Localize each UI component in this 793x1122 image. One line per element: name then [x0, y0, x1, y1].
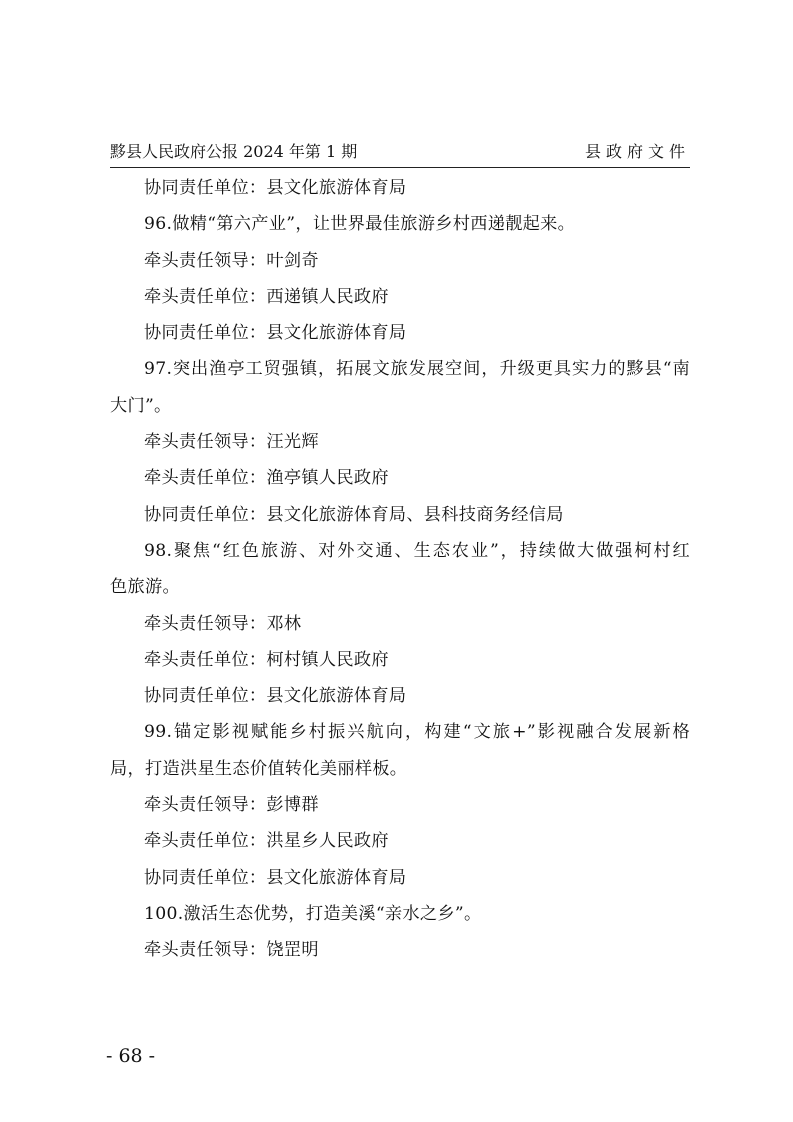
- header-publication-title: 黟县人民政府公报 2024 年第 1 期: [110, 142, 358, 161]
- text-line: 牵头责任领导：叶剑奇: [144, 250, 319, 271]
- item-heading: 100.激活生态优势，打造美溪“亲水之乡”。: [144, 903, 482, 924]
- item-heading-continued: 大门”。: [110, 395, 172, 416]
- document-body: [110, 170, 690, 969]
- item-heading: 99.锚定影视赋能乡村振兴航向，构建“文旅+”影视融合发展新格: [144, 722, 690, 743]
- text-line: 牵头责任领导：汪光辉: [144, 432, 319, 453]
- text-line: 牵头责任单位：柯村镇人民政府: [144, 649, 389, 670]
- item-heading-continued: 色旅游。: [110, 577, 180, 598]
- text-line: 协同责任单位：县文化旅游体育局: [144, 323, 407, 344]
- page-header: [110, 141, 690, 168]
- text-line: 牵头责任单位：洪星乡人民政府: [144, 831, 389, 852]
- text-line: 协同责任单位：县文化旅游体育局: [144, 686, 407, 707]
- text-line: 牵头责任领导：饶罡明: [144, 940, 319, 961]
- item-heading: 98.聚焦“红色旅游、对外交通、生态农业”，持续做大做强柯村红: [144, 540, 690, 561]
- text-line: 牵头责任领导：邓林: [144, 613, 302, 634]
- item-heading: 97.突出渔亭工贸强镇，拓展文旅发展空间，升级更具实力的黟县“南: [144, 359, 690, 380]
- item-heading-continued: 局，打造洪星生态价值转化美丽样板。: [110, 758, 408, 779]
- page-number: - 68 -: [106, 1045, 156, 1067]
- item-heading: 96.做精“第六产业”，让世界最佳旅游乡村西递靓起来。: [144, 214, 576, 235]
- text-line: 牵头责任领导：彭博群: [144, 795, 319, 816]
- text-line: 协同责任单位：县文化旅游体育局: [144, 867, 407, 888]
- text-line: 牵头责任单位：渔亭镇人民政府: [144, 468, 389, 489]
- header-section-title: 县政府文件: [584, 142, 690, 161]
- text-line: 协同责任单位：县文化旅游体育局、县科技商务经信局: [144, 504, 564, 525]
- text-line: 协同责任单位：县文化旅游体育局: [144, 178, 407, 198]
- text-line: 牵头责任单位：西递镇人民政府: [144, 286, 389, 307]
